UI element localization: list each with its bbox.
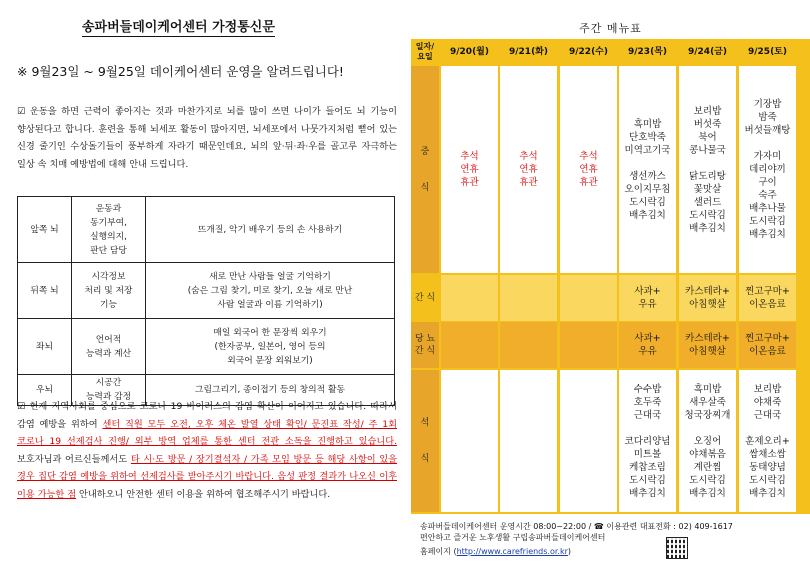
brain-activity-cell: 그림그리기, 종이접기 등의 창의적 활동 [146,375,395,406]
menu-day-header: 9/23(목) [628,47,667,57]
menu-grid [411,39,810,514]
brain-activity-cell: 새로 만난 사람들 얼굴 기억하기 (숨은 그림 찾기, 미로 찾기, 오늘 새로 만난 사람 얼굴과 이름 기억하기) [146,263,395,319]
menu-day-header: 9/22(수) [569,47,608,57]
homepage-link[interactable]: http://www.carefriends.or.kr [456,547,568,556]
brain-role-cell: 언어적 능력과 계산 [72,319,146,375]
menu-day-header: 9/25(토) [748,47,787,57]
menu-cell-lunch: 흑미밥 단호박죽 미역고기국 생선까스 오이지무침 도시락김 배추김치 [619,66,676,273]
brain-area-cell: 좌뇌 [18,319,72,375]
menu-cell-dinner [500,370,557,512]
menu-row-label-dinner: 석 식 [411,370,439,512]
brain-table-row [18,197,395,263]
menu-day-header: 9/21(화) [509,47,548,57]
menu-cell-diabetic [500,322,557,368]
menu-cell-dinner [560,370,617,512]
brain-role-cell: 시각정보 처리 및 저장 기능 [72,263,146,319]
menu-cell-lunch: 추석 연휴 휴관 [500,66,557,273]
menu-cell-diabetic: 찐고구마+ 이온음료 [739,322,796,368]
menu-cell-snack: 카스테라+ 아침햇살 [679,275,736,321]
brain-table-row [18,319,395,375]
covid-highlight-1: 센터 직원 모두 오전, 오후 체온 발열 상태 확인/ 문진표 작성/ 주 1회 코로나 19 선제검사 진행/ 외부 방역 업체를 통한 센터 전관 소독을 진행하고 있습니다. [17,418,397,448]
footer [420,521,800,557]
covid-paragraph [17,398,397,504]
covid-highlight-2: 타 시·도 방문 / 장기결석자 / 가족 모임 방문 등 해당 사항이 있을 경우 집단 감염 예방을 위하여 선제검사를 받아주시기 바랍니다. 음성 판정 결과가 나오신 이후 이용 가능한 점 [17,453,397,500]
menu-cell-snack [560,275,617,321]
brain-area-cell: 우뇌 [18,375,72,406]
operation-notice: ※ 9월23일 ~ 9월25일 데이케어센터 운영을 알려드립니다! [17,64,344,79]
brain-area-cell: 앞쪽 뇌 [18,197,72,263]
footer-slogan: 편안하고 즐거운 노후생활 구립송파버들데이케어센터 [420,533,606,542]
menu-cell-lunch: 추석 연휴 휴관 [441,66,498,273]
covid-text-c: 보호자님과 어르신들께서도 [17,453,131,465]
menu-cell-snack [500,275,557,321]
brain-table-row [18,263,395,319]
brain-activity-cell: 매일 외국어 한 문장씩 외우기 (한자공부, 일본어, 영어 등의 외국어 문장 외워보기) [146,319,395,375]
footer-homepage [420,546,800,557]
menu-cell-snack: 찐고구마+ 이온음료 [739,275,796,321]
menu-cell-snack: 사과+ 우유 [619,275,676,321]
menu-cell-snack [441,275,498,321]
page-title: 송파버들데이케어센터 가정통신문 [82,20,275,35]
menu-corner-label: 일자/ 요일 [415,42,435,61]
menu-day-header: 9/20(월) [450,47,489,57]
menu-cell-lunch: 기장밥 밤죽 버섯들깨탕 가자미 데리야끼 구이 숙주 배추나물 도시락김 배추김치 [739,66,796,273]
menu-cell-diabetic: 사과+ 우유 [619,322,676,368]
menu-cell-dinner: 보리밥 야채죽 근대국 훈제오리+ 쌈채소쌈 동태양념 도시락김 배추김치 [739,370,796,512]
brain-activity-cell: 뜨개질, 악기 배우기 등의 손 사용하기 [146,197,395,263]
menu-row-label-diabetic: 당 뇨 간 식 [411,322,439,368]
footer-hours: 송파버들데이케어센터 운영시간 08:00~22:00 / ☎ 이용관련 대표전화 : 02) 409-1617 [420,522,733,531]
menu-cell-dinner [441,370,498,512]
homepage-label: 홈페이지 ( [420,547,457,556]
brain-activity-table [17,196,395,406]
menu-cell-diabetic: 카스테라+ 아침햇살 [679,322,736,368]
covid-text-a: ☑ 현재 지역사회를 중심으로 코로나 19 바이러스의 감염 확산이 이어지고 있습니다. 따라서 감염 예방을 위하여 [17,401,397,430]
weekly-menu-panel [411,0,810,572]
menu-cell-diabetic [441,322,498,368]
brain-role-cell: 운동과 동기부여, 실행의지, 판단 담당 [72,197,146,263]
menu-row-label-lunch: 중 식 [411,66,439,273]
brain-area-cell: 뒤쪽 뇌 [18,263,72,319]
menu-cell-lunch: 추석 연휴 휴관 [560,66,617,273]
menu-day-header: 9/24(금) [688,47,727,57]
menu-cell-dinner: 흑미밥 새우살죽 청국장찌개 오징어 야채볶음 계란찜 도시락김 배추김치 [679,370,736,512]
covid-text-e: 안내하오니 안전한 센터 이용을 위하여 협조해주시기 바랍니다. [76,488,331,500]
menu-title: 주간 메뉴표 [579,22,642,35]
qr-code-overlay [667,538,687,558]
brain-role-cell: 시공간 능력과 감정 [72,375,146,406]
dementia-prevention-paragraph: ☑ 운동을 하면 근력이 좋아지는 것과 마찬가지로 뇌를 많이 쓰면 나이가 들어도 뇌 기능이 향상된다고 합니다. 훈련을 통해 뇌세포 활동이 많아지면, 뇌세포에서 나뭇가지처럼 뻗어 있는 신경 줄기인 수상돌기들이 풍부하게 자라기 때문인데요, 뇌의 앞·뒤·좌·우를 골고루 자극하는 일상 속 치매 예방법에 대해 안내 드립니다. [17,106,397,170]
menu-row-label-snack: 간 식 [411,275,439,321]
menu-cell-dinner: 수수밥 호두죽 근대국 코다리양념 미트볼 케찹조림 도시락김 배추김치 [619,370,676,512]
menu-cell-diabetic [560,322,617,368]
homepage-paren: ) [567,547,572,556]
menu-cell-lunch: 보리밥 버섯죽 북어 콩나물국 닭도리탕 꽃맛살 샐러드 도시락김 배추김치 [679,66,736,273]
